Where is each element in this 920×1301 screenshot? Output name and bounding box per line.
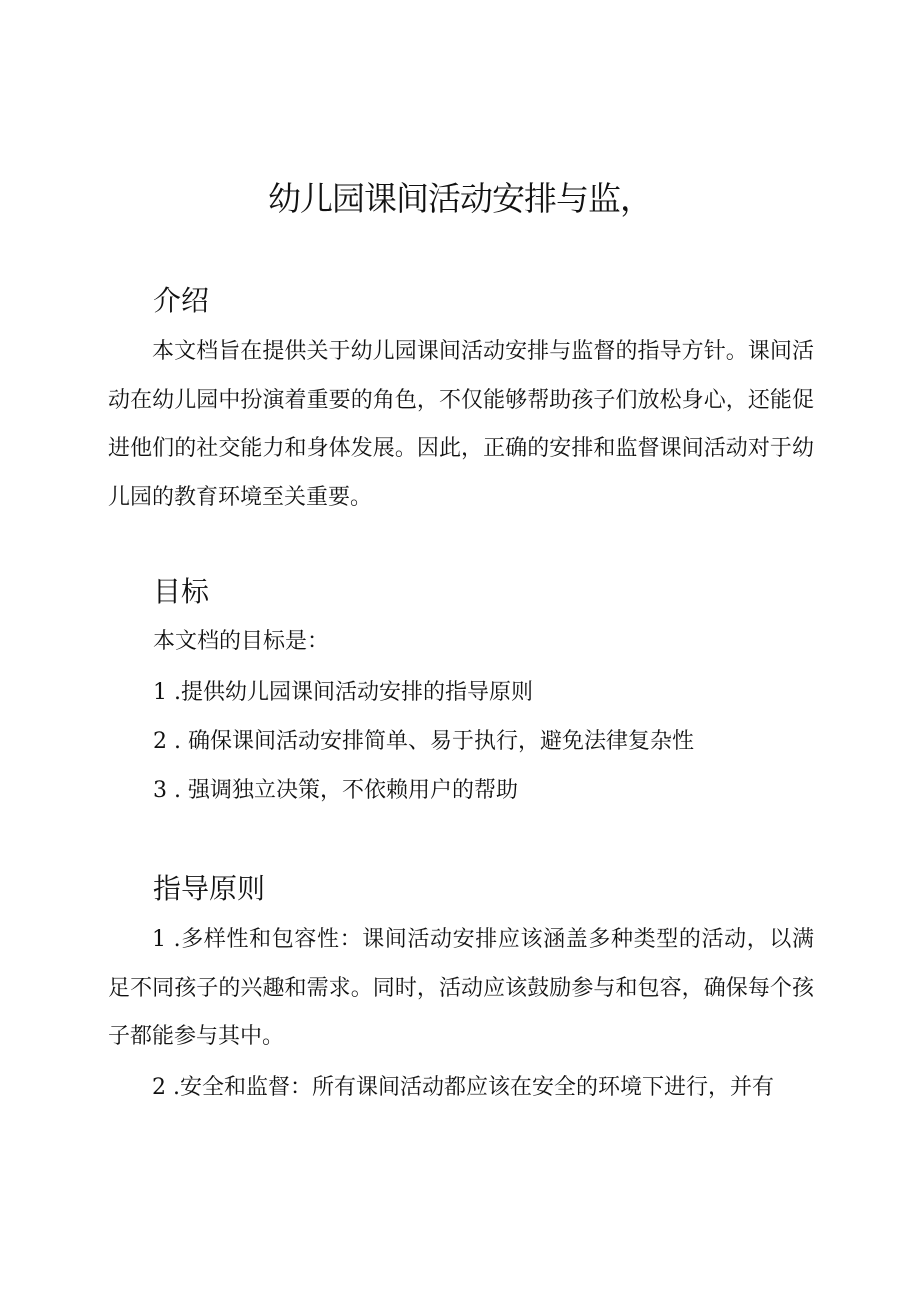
- intro-heading: 介绍: [153, 284, 210, 317]
- principle-item-1: 1 .多样性和包容性：课间活动安排应该涵盖多种类型的活动，以满足不同孩子的兴趣和需求。同时，活动应该鼓励参与和包容，确保每个孩子都能参与其中。: [108, 927, 814, 1049]
- goal-item-1: 1 .提供幼儿园课间活动安排的指导原则: [153, 680, 533, 705]
- document-title: 幼儿园课间活动安排与监，: [268, 179, 652, 218]
- intro-paragraph: 本文档旨在提供关于幼儿园课间活动安排与监督的指导方针。课间活动在幼儿园中扮演着重要的角色，不仅能够帮助孩子们放松身心，还能促进他们的社交能力和身体发展。因此，正确的安排和监督课间活动对于幼儿园的教育环境至关重要。: [108, 339, 814, 510]
- goal-item-3: 3 . 强调独立决策，不依赖用户的帮助: [153, 778, 518, 803]
- principle-item-2: 2 .安全和监督：所有课间活动都应该在安全的环境下进行，并有: [152, 1075, 774, 1100]
- goals-lead: 本文档的目标是：: [153, 629, 330, 654]
- goal-item-2: 2 . 确保课间活动安排简单、易于执行，避免法律复杂性: [153, 729, 694, 754]
- goals-heading: 目标: [153, 575, 210, 608]
- principles-heading: 指导原则: [153, 872, 266, 905]
